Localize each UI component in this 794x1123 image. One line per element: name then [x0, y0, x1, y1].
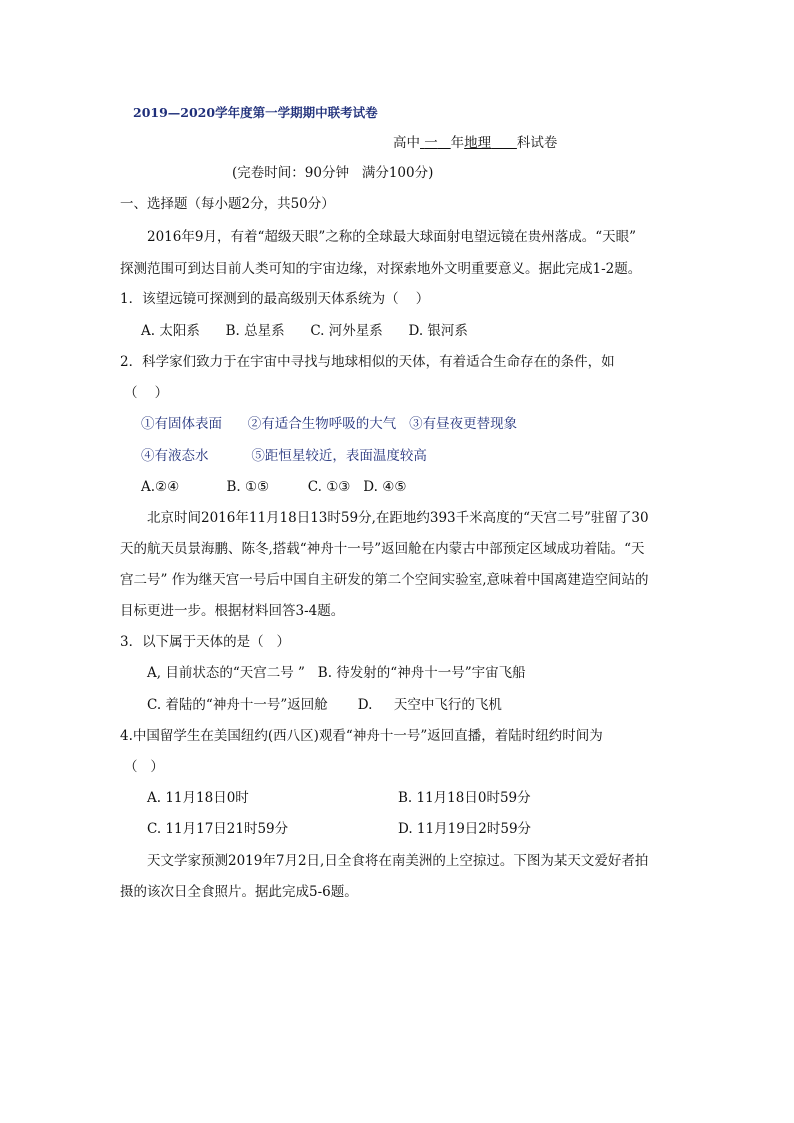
question-4-stem-cont: （ ）: [124, 759, 164, 775]
passage-2-line-1: 北京时间2016年11月18日13时59分,在距地约393千米高度的“天宫二号”驻留了30: [147, 510, 649, 526]
passage-3-line-2: 摄的该次日全食照片。据此完成5-6题。: [120, 884, 358, 900]
question-4-option-b: B. 11月18日0时59分: [398, 790, 531, 806]
exam-title: 2019—2020学年度第一学期期中联考试卷: [133, 105, 378, 120]
subtitle-suffix: 科试卷: [516, 135, 558, 151]
question-4-option-a: A. 11月18日0时: [147, 790, 249, 806]
passage-3-line-1: 天文学家预测2019年7月2日,日全食将在南美洲的上空掠过。下图为某天文爱好者拍: [147, 853, 649, 869]
passage-2-line-3: 宫二号” 作为继天宫一号后中国自主研发的第二个空间实验室,意味着中国离建造空间站的: [120, 572, 649, 588]
exam-time-info: (完卷时间：90分钟 满分100分): [232, 165, 434, 181]
question-1-options: A. 太阳系 B. 总星系 C. 河外星系 D. 银河系: [141, 323, 468, 339]
section-heading: 一、选择题（每小题2分，共50分）: [120, 196, 335, 212]
question-3-stem: 3．以下属于天体的是（ ）: [120, 634, 290, 650]
question-2-items-1: ①有固体表面 ②有适合生物呼吸的大气 ③有昼夜更替现象: [141, 416, 518, 432]
subtitle-mid: 年: [450, 135, 465, 151]
subtitle-prefix: 高中: [393, 135, 420, 151]
question-4-stem: 4.中国留学生在美国纽约(西八区)观看“神舟十一号”返回直播，着陆时纽约时间为: [120, 728, 603, 744]
passage-2-line-4: 目标更进一步。根据材料回答3-4题。: [120, 603, 345, 619]
question-3-options-1: A, 目前状态的“天宫二号 ” B. 待发射的“神舟十一号”宇宙飞船: [147, 665, 526, 681]
exam-subtitle: [393, 134, 557, 152]
passage-2-line-2: 天的航天员景海鹏、陈冬,搭载“神舟十一号”返回舱在内蒙古中部预定区域成功着陆。“天: [120, 541, 645, 557]
question-2-items-2: ④有液态水 ⑤距恒星较近，表面温度较高: [141, 448, 427, 464]
question-4-option-c: C. 11月17日21时59分: [147, 821, 289, 837]
question-3-options-2: C. 着陆的“神舟十一号”返回舱 D. 天空中飞行的飞机: [147, 697, 502, 713]
question-4-option-d: D. 11月19日2时59分: [398, 821, 532, 837]
question-2-options: A.②④ B. ①⑤ C. ①③ D. ④⑤: [141, 479, 407, 495]
question-1-stem: 1．该望远镜可探测到的最高级别天体系统为（ ）: [120, 291, 430, 307]
passage-1-line-1: 2016年9月，有着“超级天眼”之称的全球最大球面射电望远镜在贵州落成。“天眼”: [147, 229, 637, 245]
passage-1-line-2: 探测范围可到达目前人类可知的宇宙边缘，对探索地外文明重要意义。据此完成1-2题。: [120, 261, 642, 277]
grade-blank: 一: [424, 135, 438, 151]
question-2-stem: 2．科学家们致力于在宇宙中寻找与地球相似的天体，有着适合生命存在的条件，如: [120, 354, 615, 370]
question-2-stem-cont: （ ）: [124, 385, 169, 401]
subject-blank: 地理: [464, 135, 492, 151]
